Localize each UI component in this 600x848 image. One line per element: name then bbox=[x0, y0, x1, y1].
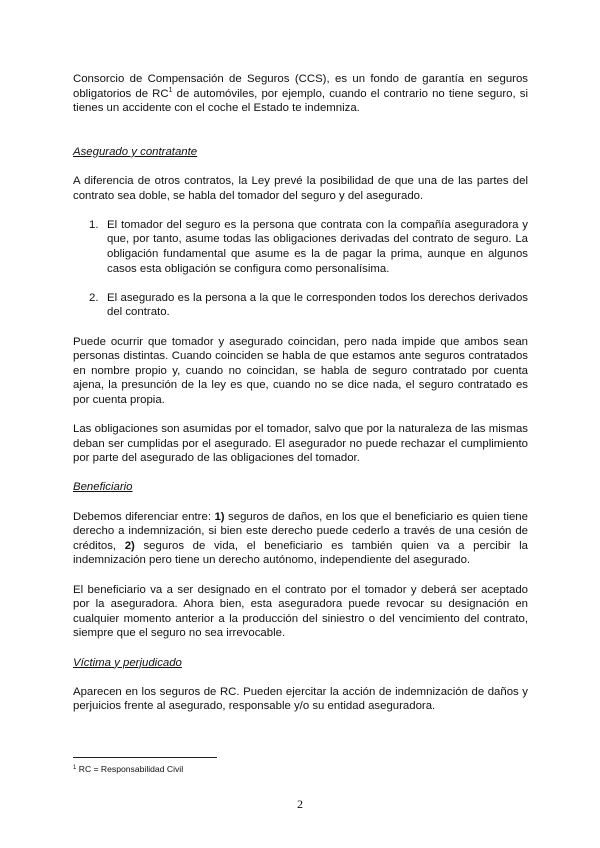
list-item-text: El asegurado es la persona a la que le corresponden todos los derechos derivados del contrato. bbox=[107, 291, 528, 319]
intro-text-cont: de automóviles, por ejemplo, cuando el contrario no tiene seguro, si tienes un accidente con el coche el Estado te indemniza. bbox=[73, 87, 528, 115]
list-item-text: El tomador del seguro es la persona que contrata con la compañía aseguradora y que, por tanto, asume todas las obligaciones derivadas del contrato de seguro. La obligación fundamental que asume es la de pagar la prima, aunque en algunos casos esta obligación se configura como personalísima. bbox=[107, 218, 528, 275]
footnote bbox=[73, 764, 183, 775]
paragraph-obligaciones: Las obligaciones son asumidas por el tomador, salvo que por la naturaleza de las mismas deban ser cumplidas por el asegurado. El asegurador no puede rechazar el cumplimiento por parte del asegurado de las obligaciones del tomador. bbox=[73, 423, 528, 465]
text-run: seguros de daños, en los que el beneficiario es quien tiene derecho a indemnización, si bien este derecho puede cederlo a través de una cesión de créditos, bbox=[73, 510, 528, 552]
numbered-list bbox=[73, 218, 528, 320]
footnote-divider bbox=[73, 757, 217, 758]
paragraph-designado: El beneficiario va a ser designado en el contrato por el tomador y deberá ser aceptado por la aseguradora. Ahora bien, esta aseguradora puede revocar su designación en cualquier momento anterior a la producción del siniestro o del vencimiento del contrato, siempre que el seguro no sea irrevocable. bbox=[73, 583, 528, 640]
heading-beneficiario: Beneficiario bbox=[73, 481, 133, 494]
heading-asegurado: Asegurado y contratante bbox=[73, 145, 198, 158]
footnote-ref[interactable]: 1 bbox=[168, 86, 173, 94]
list-number: 2. bbox=[89, 291, 99, 304]
paragraph-diferencia: A diferencia de otros contratos, la Ley prevé la posibilidad de que una de las partes del contrato sea doble, se habla del tomador del seguro y del asegurado. bbox=[73, 174, 528, 202]
paragraph-coincidan: Puede ocurrir que tomador y asegurado coincidan, pero nada impide que ambos sean personas distintas. Cuando coinciden se habla de que estamos ante seguros contratados en nombre propio y, cuando no coincidan, se habla de seguro contratado por cuenta ajena, la presunción de la ley es que, cuando no se dice nada, el seguro contratado es por cuenta propia. bbox=[73, 335, 528, 406]
list-number: 1. bbox=[89, 218, 99, 231]
text-run: Debemos diferenciar entre: bbox=[73, 510, 215, 523]
bold-marker-2: 2) bbox=[124, 539, 135, 552]
document-body bbox=[73, 72, 528, 714]
list-item bbox=[73, 291, 528, 320]
intro-paragraph bbox=[73, 72, 528, 116]
paragraph-diferenciar bbox=[73, 510, 528, 568]
intro-text: Consorcio de Compensación de Seguros (CCS), es un fondo de garantía en seguros obligatorios de RC bbox=[73, 73, 528, 100]
paragraph-aparecen: Aparecen en los seguros de RC. Pueden ejercitar la acción de indemnización de daños y perjuicios frente al asegurado, responsable y/o su entidad aseguradora. bbox=[73, 685, 528, 713]
heading-victima: Víctima y perjudicado bbox=[73, 656, 182, 669]
bold-marker-1: 1) bbox=[214, 510, 225, 523]
list-item bbox=[73, 218, 528, 276]
footnote-text: RC = Responsabilidad Civil bbox=[76, 764, 184, 774]
text-run: seguros de vida, el beneficiario es también quien va a percibir la indemnización pero tiene un derecho autónomo, independiente del asegurado. bbox=[73, 539, 528, 567]
page-number: 2 bbox=[297, 797, 303, 811]
footnote-marker: 1 bbox=[73, 765, 77, 771]
